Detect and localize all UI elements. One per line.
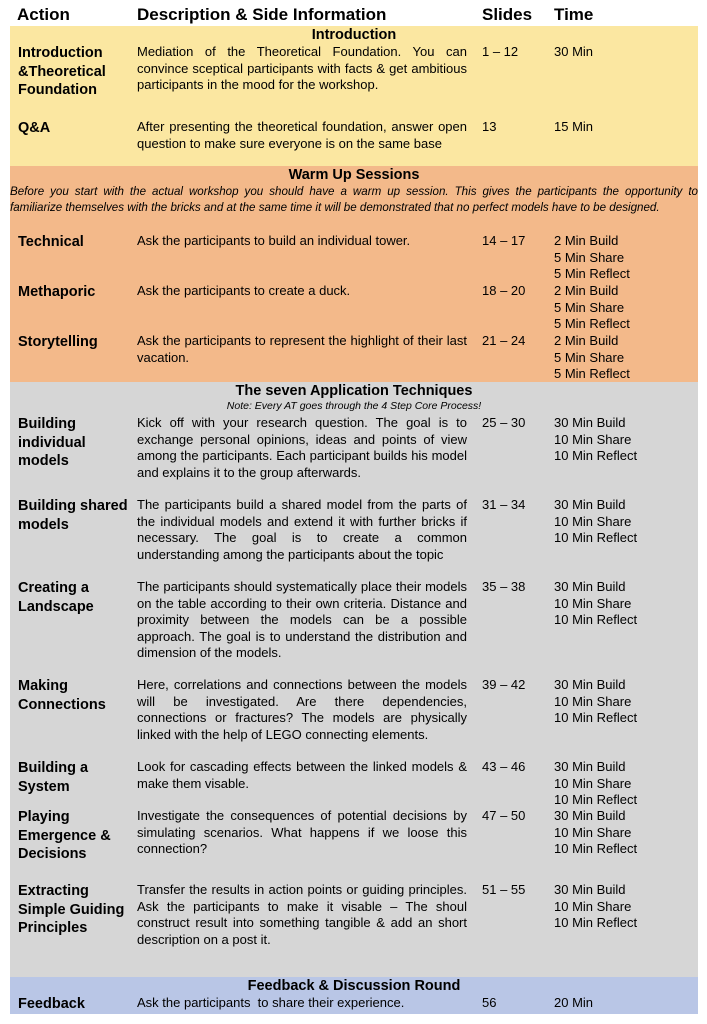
- slides-cell: 43 – 46: [482, 759, 526, 774]
- time-line: 30 Min Build: [554, 759, 626, 774]
- action-cell: Feedback: [18, 996, 85, 1012]
- time-cell: [554, 497, 694, 547]
- time-line: 30 Min: [554, 44, 594, 59]
- time-cell: [554, 882, 694, 932]
- section-techniques: [10, 382, 698, 977]
- time-cell: [554, 415, 694, 465]
- time-line: 10 Min Reflect: [554, 530, 638, 545]
- action-cell: Extracting Simple Guiding Principles: [18, 883, 125, 936]
- time-line: 30 Min Build: [554, 882, 626, 897]
- slides-cell: 51 – 55: [482, 882, 526, 897]
- section-title: Feedback & Discussion Round: [247, 978, 461, 994]
- slides-cell: 47 – 50: [482, 808, 526, 823]
- description-cell: After presenting the theoretical foundation, answer open question to make sure everyone is on the same base: [137, 119, 467, 151]
- time-line: 10 Min Share: [554, 775, 632, 791]
- time-line: 10 Min Reflect: [554, 612, 638, 627]
- description-cell: Here, correlations and connections between the models will be investigated. Are there dependencies, connections or fractures? The models are physically linked with the help of LEGO connecting elements.: [137, 677, 467, 742]
- time-line: 5 Min Share: [554, 249, 625, 265]
- slides-cell: 21 – 24: [482, 333, 526, 348]
- slides-cell: 1 – 12: [482, 44, 519, 59]
- action-cell: Methaporic: [18, 284, 96, 300]
- time-line: 10 Min Reflect: [554, 915, 638, 930]
- time-line: 5 Min Reflect: [554, 316, 630, 331]
- time-line: 10 Min Reflect: [554, 710, 638, 725]
- description-cell: Look for cascading effects between the linked models & make them visable.: [137, 759, 467, 791]
- description-cell: Kick off with your research question. The goal is to exchange personal opinions, ideas and points of view among the participants. Each participant builds his model and explains it to the group afterwards.: [137, 415, 467, 480]
- action-cell: Technical: [18, 234, 84, 250]
- slides-cell: 14 – 17: [482, 233, 526, 248]
- time-line: 2 Min Build: [554, 333, 619, 348]
- time-cell: [554, 759, 694, 809]
- description-cell: The participants build a shared model from the parts of the individual models and extend it with further bricks if necessary. The goal is to create a common understanding among the participants about the topic: [137, 497, 467, 562]
- time-line: 10 Min Share: [554, 693, 632, 709]
- slides-cell: 56: [482, 995, 497, 1010]
- time-line: 5 Min Share: [554, 299, 625, 315]
- time-line: 10 Min Reflect: [554, 448, 638, 463]
- time-line: 2 Min Build: [554, 233, 619, 248]
- time-cell: [554, 808, 694, 858]
- time-line: 10 Min Reflect: [554, 841, 638, 856]
- section-title: The seven Application Techniques: [235, 383, 473, 399]
- description-cell: Ask the participants to build an individual tower.: [137, 233, 411, 248]
- description-cell: Mediation of the Theoretical Foundation. You can convince sceptical participants with facts & get ambitious participants in the mood for the workshop.: [137, 44, 467, 92]
- time-line: 30 Min Build: [554, 497, 626, 512]
- header-action: Action: [17, 5, 70, 24]
- description-cell: Ask the participants to share their experience.: [137, 995, 405, 1010]
- time-cell: [554, 283, 694, 333]
- section-warmup: [10, 166, 698, 382]
- time-cell: [554, 233, 694, 283]
- slides-cell: 31 – 34: [482, 497, 526, 512]
- table-header: [0, 0, 707, 26]
- description-cell: Ask the participants to create a duck.: [137, 283, 351, 298]
- slides-cell: 25 – 30: [482, 415, 526, 430]
- section-feedback: [10, 977, 698, 1014]
- header-time: Time: [554, 5, 594, 24]
- action-cell: Q&A: [18, 120, 51, 136]
- section-title: Warm Up Sessions: [288, 167, 420, 183]
- action-cell: Creating a Landscape: [18, 580, 94, 615]
- time-line: 20 Min: [554, 995, 594, 1010]
- time-cell: [554, 333, 694, 383]
- section-note: Note: Every AT goes through the 4 Step Core Process!: [226, 400, 482, 412]
- description-cell: Ask the participants to represent the highlight of their last vacation.: [137, 333, 467, 365]
- description-cell: Investigate the consequences of potential decisions by simulating scenarios. What happens if we loose this connection?: [137, 808, 467, 856]
- slides-cell: 13: [482, 119, 497, 134]
- time-line: 10 Min Share: [554, 595, 632, 611]
- description-cell: The participants should systematically place their models on the table according to their own criteria. Distance and proximity between the models can be a possible approach. The goal is to understand the distribution and dimension of the models.: [137, 579, 467, 660]
- header-description: Description & Side Information: [137, 5, 387, 24]
- time-line: 10 Min Share: [554, 431, 632, 447]
- time-line: 10 Min Share: [554, 513, 632, 529]
- action-cell: Making Connections: [18, 678, 106, 713]
- section-note: Before you start with the actual workshop you should have a warm up session. This gives the participants the opportunity to familiarize themselves with the bricks and at the same time it will be demonstrated that no perfect models have to be designed.: [10, 185, 698, 214]
- section-title: Introduction: [311, 27, 397, 43]
- action-cell: Building shared models: [18, 498, 128, 533]
- slides-cell: 39 – 42: [482, 677, 526, 692]
- time-line: 30 Min Build: [554, 415, 626, 430]
- time-line: 30 Min Build: [554, 579, 626, 594]
- action-cell: Storytelling: [18, 334, 98, 350]
- time-line: 5 Min Share: [554, 349, 625, 365]
- slides-cell: 35 – 38: [482, 579, 526, 594]
- time-cell: [554, 995, 694, 1012]
- time-line: 5 Min Reflect: [554, 366, 630, 381]
- section-introduction: [10, 26, 698, 166]
- time-line: 10 Min Reflect: [554, 792, 638, 807]
- time-line: 10 Min Share: [554, 824, 632, 840]
- time-cell: [554, 119, 694, 136]
- time-cell: [554, 677, 694, 727]
- time-line: 2 Min Build: [554, 283, 619, 298]
- time-cell: [554, 579, 694, 629]
- action-cell: Building individual models: [18, 416, 86, 469]
- time-line: 30 Min Build: [554, 677, 626, 692]
- time-line: 5 Min Reflect: [554, 266, 630, 281]
- description-cell: Transfer the results in action points or guiding principles. Ask the participants to make it visable – The shoul construct result into something tangible & add an short description on a post it.: [137, 882, 467, 947]
- action-cell: Building a System: [18, 760, 89, 795]
- time-cell: [554, 44, 694, 61]
- time-line: 10 Min Share: [554, 898, 632, 914]
- slides-cell: 18 – 20: [482, 283, 526, 298]
- time-line: 15 Min: [554, 119, 594, 134]
- time-line: 30 Min Build: [554, 808, 626, 823]
- action-cell: Introduction &Theoretical Foundation: [18, 45, 106, 98]
- header-slides: Slides: [482, 5, 533, 24]
- action-cell: Playing Emergence & Decisions: [18, 809, 111, 862]
